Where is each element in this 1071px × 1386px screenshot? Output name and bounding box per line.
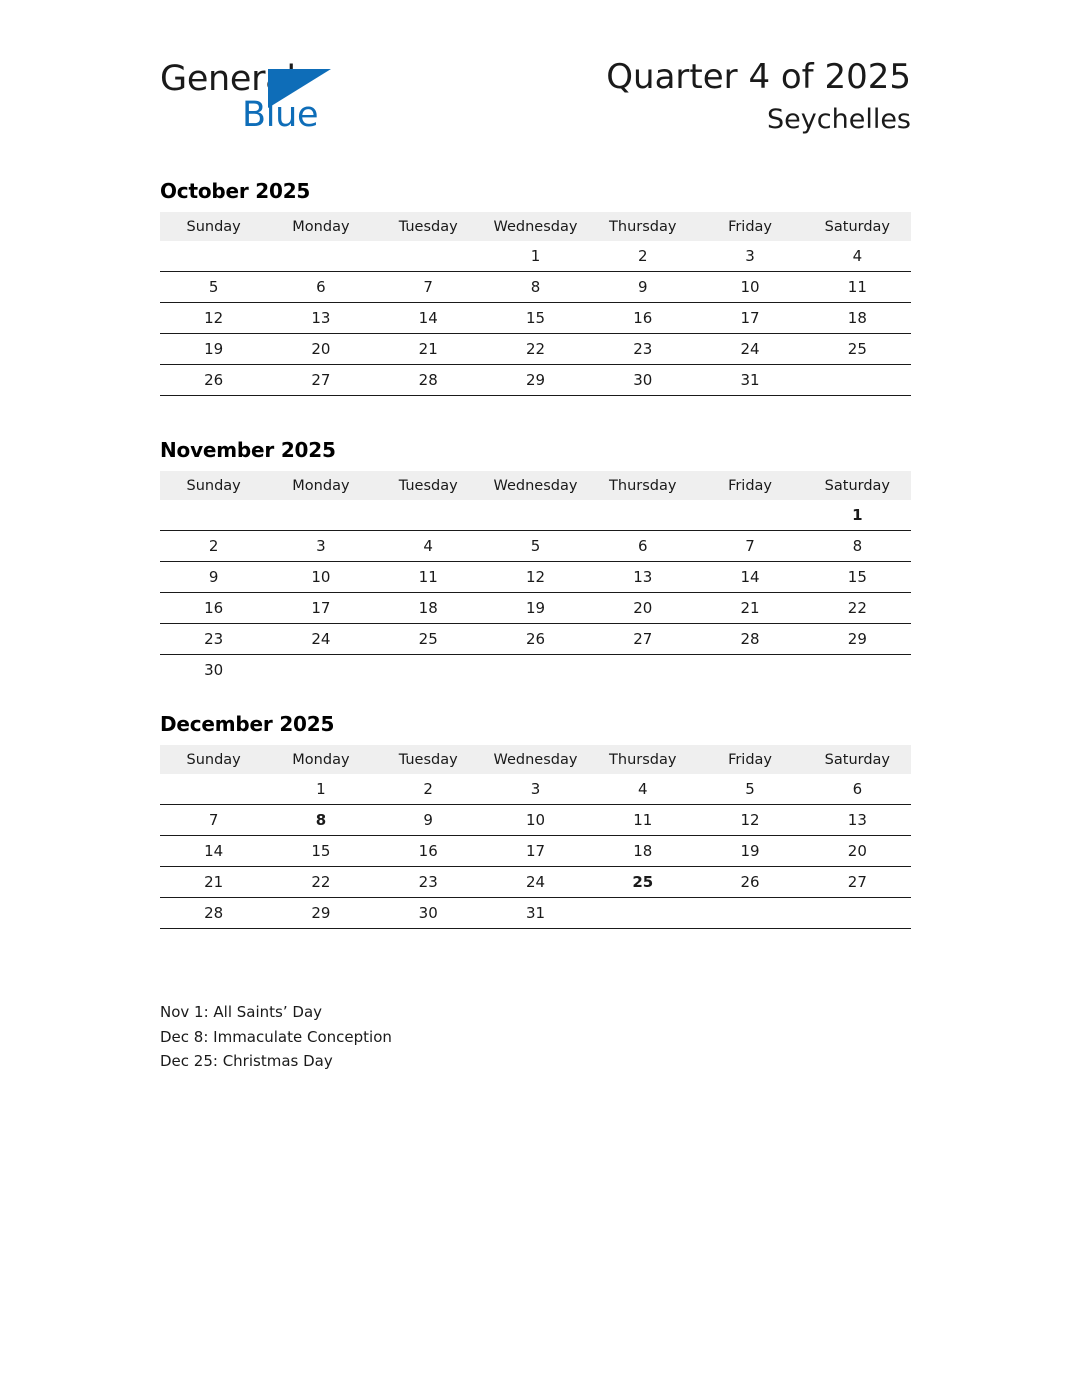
day-cell[interactable]: 20: [267, 334, 374, 365]
day-cell[interactable]: 16: [160, 593, 267, 624]
weekday-header-monday: Monday: [267, 745, 374, 774]
day-cell-empty: [160, 774, 267, 805]
day-cell[interactable]: 15: [482, 303, 589, 334]
day-cell[interactable]: 18: [375, 593, 482, 624]
week-row: [160, 593, 911, 624]
title-block: [606, 55, 911, 139]
day-cell-empty: [375, 500, 482, 531]
day-cell[interactable]: 1: [530, 247, 541, 265]
day-cell[interactable]: 9: [589, 272, 696, 303]
week-row: [160, 531, 911, 562]
week-row: [160, 898, 911, 929]
day-cell[interactable]: 3: [267, 531, 374, 562]
logo-word-general: General: [160, 59, 296, 99]
day-cell[interactable]: 25: [589, 867, 696, 898]
day-cell[interactable]: 26: [482, 624, 589, 655]
day-cell[interactable]: 11: [589, 805, 696, 836]
holiday-legend: [160, 1000, 860, 1074]
weekday-header-sunday: Sunday: [160, 212, 267, 241]
weekday-header-tuesday: Tuesday: [375, 471, 482, 500]
day-cell[interactable]: 31: [482, 898, 589, 929]
weekday-header-thursday: Thursday: [589, 471, 696, 500]
day-cell-empty: [804, 365, 911, 396]
day-cell[interactable]: 23: [160, 624, 267, 655]
day-cell[interactable]: 2: [160, 531, 267, 562]
day-cell[interactable]: 27: [589, 624, 696, 655]
day-cell[interactable]: 17: [482, 836, 589, 867]
month-grid: [160, 212, 911, 396]
weekday-header-saturday: Saturday: [804, 212, 911, 241]
weekday-header-sunday: Sunday: [160, 471, 267, 500]
day-cell[interactable]: 27: [804, 867, 911, 898]
day-cell[interactable]: 17: [696, 303, 803, 334]
month-block: [160, 437, 911, 685]
day-cell[interactable]: 27: [267, 365, 374, 396]
week-row: [160, 272, 911, 303]
holiday-legend-item: Nov 1: All Saints’ Day: [160, 1003, 323, 1021]
day-cell[interactable]: 10: [696, 272, 803, 303]
day-cell[interactable]: 16: [375, 836, 482, 867]
day-cell[interactable]: 5: [160, 272, 267, 303]
day-cell[interactable]: 26: [160, 365, 267, 396]
week-row: [160, 624, 911, 655]
day-cell-empty: [696, 898, 803, 929]
day-cell[interactable]: 9: [160, 562, 267, 593]
week-row: [160, 303, 911, 334]
day-cell[interactable]: 30: [375, 898, 482, 929]
weekday-header-thursday: Thursday: [589, 212, 696, 241]
weekday-header-monday: Monday: [267, 212, 374, 241]
day-cell[interactable]: 2: [423, 780, 433, 798]
day-cell-empty: [482, 655, 589, 686]
month-title: December 2025: [160, 712, 335, 736]
day-cell[interactable]: 15: [804, 562, 911, 593]
months-container: [160, 178, 911, 929]
weekday-header-row: [160, 745, 911, 774]
day-cell[interactable]: 20: [804, 836, 911, 867]
week-row: [160, 655, 911, 686]
week-row: [160, 500, 911, 531]
weekday-header-wednesday: Wednesday: [482, 212, 589, 241]
day-cell[interactable]: 31: [696, 365, 803, 396]
page-header: [0, 0, 1071, 170]
weekday-header-saturday: Saturday: [804, 745, 911, 774]
month-block: [160, 711, 911, 929]
holiday-legend-item: Dec 25: Christmas Day: [160, 1052, 333, 1070]
day-cell[interactable]: 6: [852, 780, 863, 798]
day-cell[interactable]: 3: [530, 780, 541, 798]
month-title: October 2025: [160, 179, 311, 203]
day-cell[interactable]: 8: [482, 272, 589, 303]
day-cell-empty: [482, 500, 589, 531]
day-cell[interactable]: 24: [696, 334, 803, 365]
day-cell-empty: [267, 241, 374, 272]
day-cell[interactable]: 8: [804, 531, 911, 562]
week-row: [160, 867, 911, 898]
week-row: [160, 805, 911, 836]
day-cell[interactable]: 14: [696, 562, 803, 593]
day-cell-empty: [375, 655, 482, 686]
day-cell[interactable]: 30: [589, 365, 696, 396]
day-cell[interactable]: 17: [267, 593, 374, 624]
day-cell[interactable]: 24: [267, 624, 374, 655]
day-cell-empty: [267, 655, 374, 686]
day-cell[interactable]: 8: [267, 805, 374, 836]
weekday-header-wednesday: Wednesday: [482, 745, 589, 774]
day-cell[interactable]: 6: [267, 272, 374, 303]
day-cell-empty: [160, 500, 267, 531]
day-cell[interactable]: 1: [316, 780, 326, 798]
day-cell-empty: [589, 655, 696, 686]
day-cell[interactable]: 26: [696, 867, 803, 898]
day-cell[interactable]: 4: [375, 531, 482, 562]
day-cell[interactable]: 2: [637, 247, 648, 265]
day-cell[interactable]: 18: [589, 836, 696, 867]
day-cell[interactable]: 28: [375, 365, 482, 396]
day-cell[interactable]: 12: [160, 303, 267, 334]
day-cell[interactable]: 11: [804, 272, 911, 303]
day-cell[interactable]: 14: [375, 303, 482, 334]
month-grid: [160, 471, 911, 685]
month-grid: [160, 745, 911, 929]
day-cell[interactable]: 29: [267, 898, 374, 929]
day-cell[interactable]: 28: [696, 624, 803, 655]
day-cell[interactable]: 7: [696, 531, 803, 562]
weekday-header-thursday: Thursday: [589, 745, 696, 774]
day-cell-empty: [696, 655, 803, 686]
day-cell[interactable]: 4: [852, 247, 863, 265]
day-cell[interactable]: 19: [696, 836, 803, 867]
weekday-header-friday: Friday: [696, 745, 803, 774]
day-cell-empty: [804, 655, 911, 686]
day-cell[interactable]: 30: [160, 655, 267, 686]
weekday-header-row: [160, 471, 911, 500]
day-cell[interactable]: 18: [804, 303, 911, 334]
day-cell[interactable]: 24: [482, 867, 589, 898]
weekday-header-row: [160, 212, 911, 241]
day-cell[interactable]: 3: [745, 247, 755, 265]
day-cell[interactable]: 4: [637, 780, 648, 798]
day-cell[interactable]: 22: [267, 867, 374, 898]
week-row: [160, 774, 911, 805]
day-cell[interactable]: 25: [375, 624, 482, 655]
day-cell[interactable]: 7: [160, 805, 267, 836]
day-cell[interactable]: 22: [804, 593, 911, 624]
day-cell[interactable]: 25: [804, 334, 911, 365]
day-cell-empty: [589, 898, 696, 929]
day-cell[interactable]: 21: [696, 593, 803, 624]
day-cell[interactable]: 22: [482, 334, 589, 365]
day-cell[interactable]: 7: [375, 272, 482, 303]
day-cell-empty: [589, 500, 696, 531]
weekday-header-friday: Friday: [696, 471, 803, 500]
week-row: [160, 241, 911, 272]
month-title: November 2025: [160, 438, 336, 462]
logo-word-blue: Blue: [242, 95, 319, 135]
day-cell[interactable]: 15: [267, 836, 374, 867]
week-row: [160, 562, 911, 593]
country-subtitle: Seychelles: [767, 104, 911, 135]
day-cell[interactable]: 14: [160, 836, 267, 867]
week-row: [160, 334, 911, 365]
day-cell[interactable]: 13: [589, 562, 696, 593]
general-blue-logo[interactable]: [160, 57, 490, 147]
day-cell[interactable]: 11: [375, 562, 482, 593]
day-cell-empty: [375, 241, 482, 272]
day-cell[interactable]: 13: [267, 303, 374, 334]
day-cell[interactable]: 9: [375, 805, 482, 836]
day-cell[interactable]: 13: [804, 805, 911, 836]
weekday-header-saturday: Saturday: [804, 471, 911, 500]
weekday-header-wednesday: Wednesday: [482, 471, 589, 500]
day-cell[interactable]: 23: [375, 867, 482, 898]
weekday-header-sunday: Sunday: [160, 745, 267, 774]
week-row: [160, 365, 911, 396]
month-block: [160, 178, 911, 396]
weekday-header-tuesday: Tuesday: [375, 212, 482, 241]
day-cell[interactable]: 28: [160, 898, 267, 929]
day-cell[interactable]: 29: [804, 624, 911, 655]
weekday-header-tuesday: Tuesday: [375, 745, 482, 774]
day-cell[interactable]: 12: [696, 805, 803, 836]
weekday-header-monday: Monday: [267, 471, 374, 500]
page-title: Quarter 4 of 2025: [606, 57, 911, 97]
day-cell[interactable]: 21: [375, 334, 482, 365]
day-cell-empty: [160, 241, 267, 272]
week-row: [160, 836, 911, 867]
holiday-legend-item: Dec 8: Immaculate Conception: [160, 1027, 392, 1046]
day-cell[interactable]: 20: [589, 593, 696, 624]
day-cell[interactable]: 10: [482, 805, 589, 836]
day-cell[interactable]: 10: [267, 562, 374, 593]
day-cell[interactable]: 5: [745, 780, 755, 798]
day-cell[interactable]: 6: [589, 531, 696, 562]
day-cell[interactable]: 16: [589, 303, 696, 334]
day-cell[interactable]: 21: [160, 867, 267, 898]
weekday-header-friday: Friday: [696, 212, 803, 241]
day-cell[interactable]: 23: [589, 334, 696, 365]
day-cell-empty: [804, 898, 911, 929]
day-cell-empty: [696, 500, 803, 531]
day-cell-empty: [267, 500, 374, 531]
day-cell[interactable]: 12: [482, 562, 589, 593]
day-cell[interactable]: 1: [852, 506, 863, 524]
day-cell[interactable]: 29: [482, 365, 589, 396]
day-cell[interactable]: 5: [482, 531, 589, 562]
day-cell[interactable]: 19: [160, 334, 267, 365]
day-cell[interactable]: 19: [482, 593, 589, 624]
